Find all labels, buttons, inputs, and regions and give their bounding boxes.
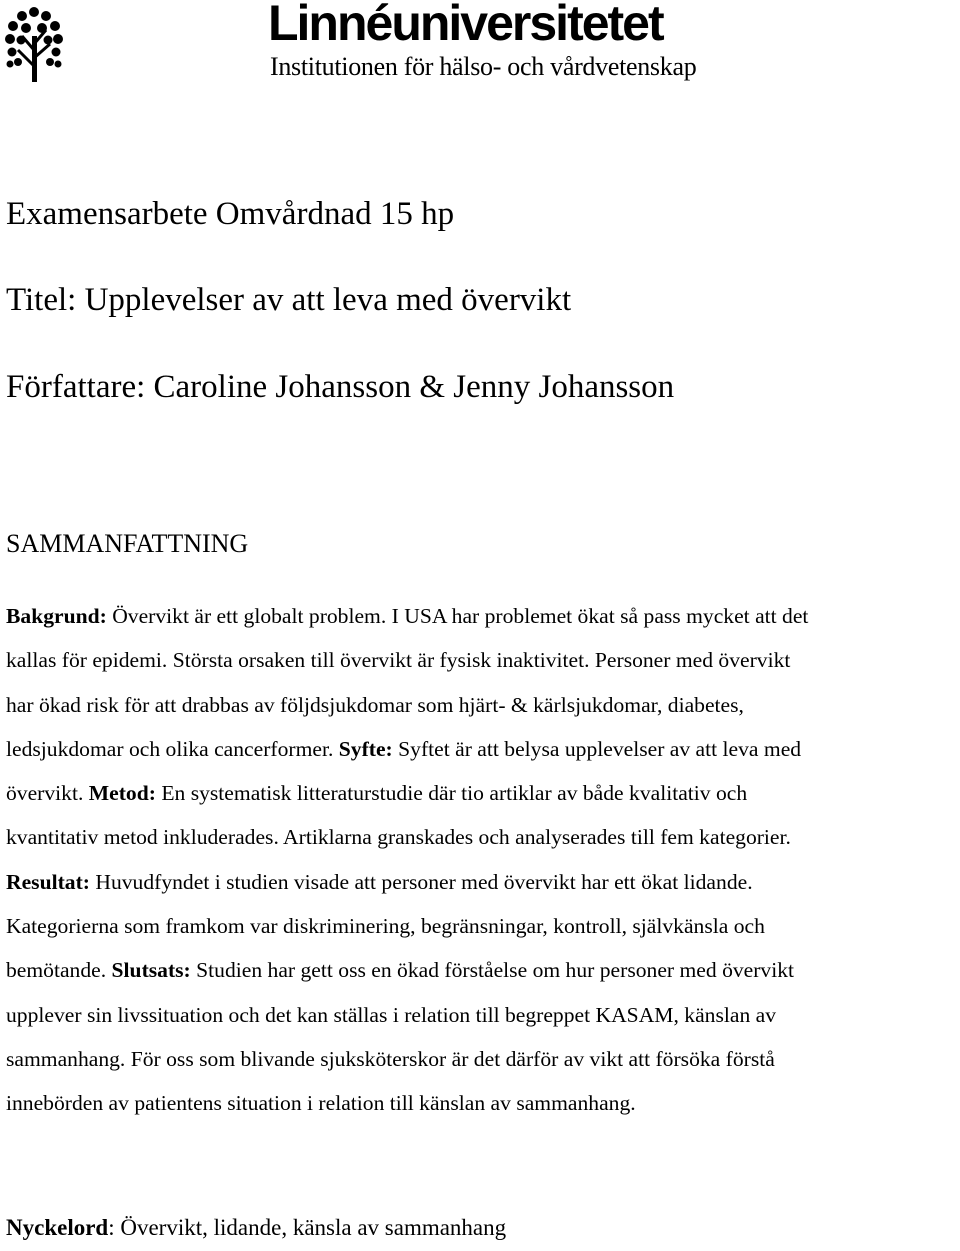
keywords-value: Övervikt, lidande, känsla av sammanhang xyxy=(120,1215,507,1240)
abstract-section-label: Metod: xyxy=(88,781,156,806)
abstract-text-segment: Studien har gett oss en ökad förståelse om hur personer med övervikt xyxy=(190,958,795,983)
abstract-text-segment: innebörden av patientens situation i relation till känslan av sammanhang. xyxy=(6,1091,636,1116)
abstract-text-segment: Syftet är att belysa upplevelser av att leva med xyxy=(392,736,802,761)
abstract-line xyxy=(6,727,960,771)
department-name: Institutionen för hälso- och vårdvetenskap xyxy=(270,52,697,81)
abstract-text-segment: kallas för epidemi. Största orsaken till övervikt är fysisk inaktivitet. Personer med övervikt xyxy=(6,648,791,673)
abstract-text-segment: bemötande. xyxy=(6,958,112,983)
abstract-section-label: Slutsats: xyxy=(111,958,191,983)
university-name: Linnéuniversitetet xyxy=(268,0,663,51)
abstract-text-segment: Kategorierna som framkom var diskriminering, begränsningar, kontroll, självkänsla och xyxy=(6,914,765,939)
abstract-text-segment: En systematisk litteraturstudie där tio artiklar av både kvalitativ och xyxy=(155,781,748,806)
abstract-section-label: Syfte: xyxy=(338,736,393,761)
abstract-line xyxy=(6,860,960,904)
abstract-line xyxy=(6,1037,960,1081)
abstract-line xyxy=(6,638,960,682)
abstract-section-label: Bakgrund: xyxy=(6,604,107,628)
thesis-title: Titel: Upplevelser av att leva med övervikt xyxy=(6,282,572,318)
abstract-line xyxy=(6,683,960,727)
abstract-line xyxy=(6,993,960,1037)
abstract-text-segment: kvantitativ metod inkluderades. Artiklarna granskades och analyserades till fem kategorier. xyxy=(6,825,791,850)
abstract-line xyxy=(6,815,960,859)
abstract-text-segment: övervikt. xyxy=(6,781,89,806)
abstract-text-segment: ledsjukdomar och olika cancerformer. xyxy=(6,736,339,761)
abstract-line xyxy=(6,594,960,638)
abstract-line xyxy=(6,948,960,992)
abstract-line xyxy=(6,904,960,948)
tree-logo-icon xyxy=(4,6,64,82)
abstract-line xyxy=(6,1081,960,1125)
summary-heading: SAMMANFATTNING xyxy=(6,529,249,558)
abstract-text-segment: Huvudfyndet i studien visade att personer med övervikt har ett ökat lidande. xyxy=(89,869,753,894)
abstract-text xyxy=(6,594,960,1126)
keywords-label: Nyckelord xyxy=(6,1215,109,1240)
abstract-section-label: Resultat: xyxy=(6,869,90,894)
abstract-line xyxy=(6,771,960,815)
abstract-text-segment: sammanhang. För oss som blivande sjuksköterskor är det därför av vikt att försöka förstå xyxy=(6,1046,775,1071)
header-logo xyxy=(0,0,960,90)
course-heading: Examensarbete Omvårdnad 15 hp xyxy=(6,196,455,232)
keywords-separator: : xyxy=(108,1215,121,1240)
abstract-text-segment: har ökad risk för att drabbas av följdsjukdomar som hjärt- & kärlsjukdomar, diabetes, xyxy=(6,692,744,717)
keywords xyxy=(6,1215,506,1241)
authors: Författare: Caroline Johansson & Jenny Johansson xyxy=(6,369,675,405)
abstract-text-segment: Övervikt är ett globalt problem. I USA har problemet ökat så pass mycket att det xyxy=(106,604,809,628)
abstract-text-segment: upplever sin livssituation och det kan ställas i relation till begreppet KASAM, känslan av xyxy=(6,1002,777,1027)
